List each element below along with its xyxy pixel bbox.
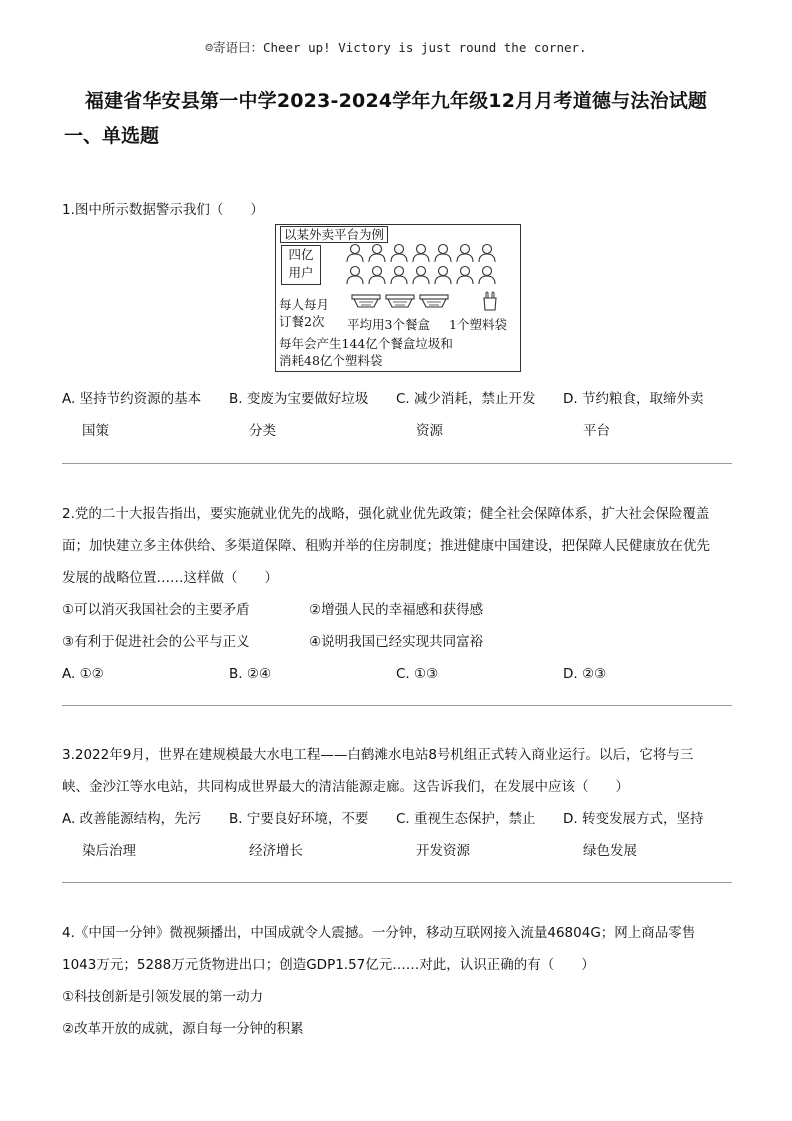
option-c-line2: 资源 — [416, 423, 443, 439]
person-icon — [410, 265, 432, 285]
question-3 — [62, 739, 732, 867]
statement-3: ③有利于促进社会的公平与正义 — [62, 634, 250, 650]
person-icons-row-2 — [344, 265, 498, 285]
person-icon — [366, 265, 388, 285]
option-c-line2: 开发资源 — [416, 843, 470, 859]
option-a[interactable]: A. ①② — [62, 666, 104, 682]
option-b[interactable]: B. ②④ — [229, 666, 272, 682]
question-4 — [62, 917, 732, 1045]
question-1 — [62, 194, 732, 226]
person-icon — [388, 243, 410, 263]
person-icons-row-1 — [344, 243, 498, 263]
option-c[interactable] — [396, 803, 563, 867]
question-3-stem-line2: 峡、金沙江等水电站，共同构成世界最大的清洁能源走廊。这告诉我们，在发展中应该（ ） — [62, 779, 629, 795]
option-a[interactable] — [62, 383, 229, 447]
option-b-line1: B. 宁要良好环境，不要 — [229, 811, 369, 827]
question-1-options — [62, 383, 732, 447]
option-c-line1: C. 重视生态保护，禁止 — [396, 811, 536, 827]
person-icon — [410, 243, 432, 263]
figure-users-line2: 用户 — [288, 265, 314, 280]
figure-result-line1: 每年会产生144亿个餐盒垃圾和 — [279, 336, 453, 351]
question-3-stem-line1: 3.2022年9月，世界在建规模最大水电工程——白鹤滩水电站8号机组正式转入商业运行。以后，它将与三 — [62, 747, 694, 763]
option-a-line1: A. 坚持节约资源的基本 — [62, 391, 202, 407]
option-a-line1: A. 改善能源结构，先污 — [62, 811, 202, 827]
option-d[interactable] — [563, 383, 730, 447]
person-icon — [344, 265, 366, 285]
option-d-line1: D. 转变发展方式，坚持 — [563, 811, 704, 827]
option-c[interactable]: C. ①③ — [396, 666, 439, 682]
question-4-stem-line2: 1043万元；5288万元货物进出口；创造GDP1.57亿元……对此，认识正确的有（ ） — [62, 957, 595, 973]
divider — [62, 705, 732, 706]
question-1-stem: 1.图中所示数据警示我们（ ） — [62, 202, 264, 218]
person-icon — [432, 265, 454, 285]
plastic-bag-icon — [482, 291, 498, 311]
person-icon — [344, 243, 366, 263]
meal-box-icons — [350, 293, 452, 309]
figure-bag-text: 1个塑料袋 — [449, 317, 507, 332]
takeout-data-figure — [275, 224, 521, 372]
option-b-line1: B. 变废为宝要做好垃圾 — [229, 391, 369, 407]
divider — [62, 882, 732, 883]
statement-2: ②改革开放的成就，源自每一分钟的积累 — [62, 1021, 304, 1037]
option-d-line1: D. 节约粮食，取缔外卖 — [563, 391, 704, 407]
question-4-stem-line1: 4.《中国一分钟》微视频播出，中国成就令人震撼。一分钟，移动互联网接入流量46804G；网上商品零售 — [62, 925, 696, 941]
option-b[interactable] — [229, 803, 396, 867]
page-title: 福建省华安县第一中学2023-2024学年九年级12月月考道德与法治试题 — [84, 90, 708, 112]
figure-order-line2: 订餐2次 — [279, 314, 325, 329]
option-a-line2: 染后治理 — [82, 843, 136, 859]
section-heading: 一、单选题 — [64, 125, 160, 147]
option-b-line2: 分类 — [249, 423, 276, 439]
statement-1: ①可以消灭我国社会的主要矛盾 — [62, 602, 250, 618]
meal-box-icon — [384, 293, 418, 309]
option-b[interactable] — [229, 383, 396, 447]
statement-1: ①科技创新是引领发展的第一动力 — [62, 989, 264, 1005]
person-icon — [476, 243, 498, 263]
divider — [62, 463, 732, 464]
option-a[interactable] — [62, 803, 229, 867]
person-icon — [366, 243, 388, 263]
question-2-stem-line3: 发展的战略位置……这样做（ ） — [62, 570, 278, 586]
statement-2: ②增强人民的幸福感和获得感 — [309, 602, 484, 618]
option-c[interactable] — [396, 383, 563, 447]
person-icon — [476, 265, 498, 285]
question-2-stem-line2: 面；加快建立多主体供给、多渠道保障、租购并举的住房制度；推进健康中国建设，把保障人民健康放在优先 — [62, 538, 710, 554]
figure-result-line2: 消耗48亿个塑料袋 — [279, 353, 383, 368]
question-2-stem-line1: 2.党的二十大报告指出，要实施就业优先的战略，强化就业优先政策；健全社会保障体系，扩大社会保险覆盖 — [62, 506, 710, 522]
option-d[interactable]: D. ②③ — [563, 666, 607, 682]
option-a-line2: 国策 — [82, 423, 109, 439]
figure-order-line1: 每人每月 — [279, 297, 330, 312]
person-icon — [388, 265, 410, 285]
option-b-line2: 经济增长 — [249, 843, 303, 859]
figure-users-line1: 四亿 — [288, 247, 314, 262]
option-d-line2: 平台 — [583, 423, 610, 439]
person-icon — [454, 265, 476, 285]
figure-boxes-text: 平均用3个餐盒 — [347, 317, 430, 332]
person-icon — [454, 243, 476, 263]
motto-text: ☺寄语曰：Cheer up! Victory is just round the corner. — [205, 40, 587, 55]
figure-users-box — [281, 245, 321, 285]
person-icon — [432, 243, 454, 263]
meal-box-icon — [418, 293, 452, 309]
question-2 — [62, 498, 732, 690]
meal-box-icon — [350, 293, 384, 309]
option-c-line1: C. 减少消耗，禁止开发 — [396, 391, 536, 407]
figure-title: 以某外卖平台为例 — [280, 226, 388, 243]
statement-4: ④说明我国已经实现共同富裕 — [309, 634, 484, 650]
option-d-line2: 绿色发展 — [583, 843, 637, 859]
option-d[interactable] — [563, 803, 730, 867]
